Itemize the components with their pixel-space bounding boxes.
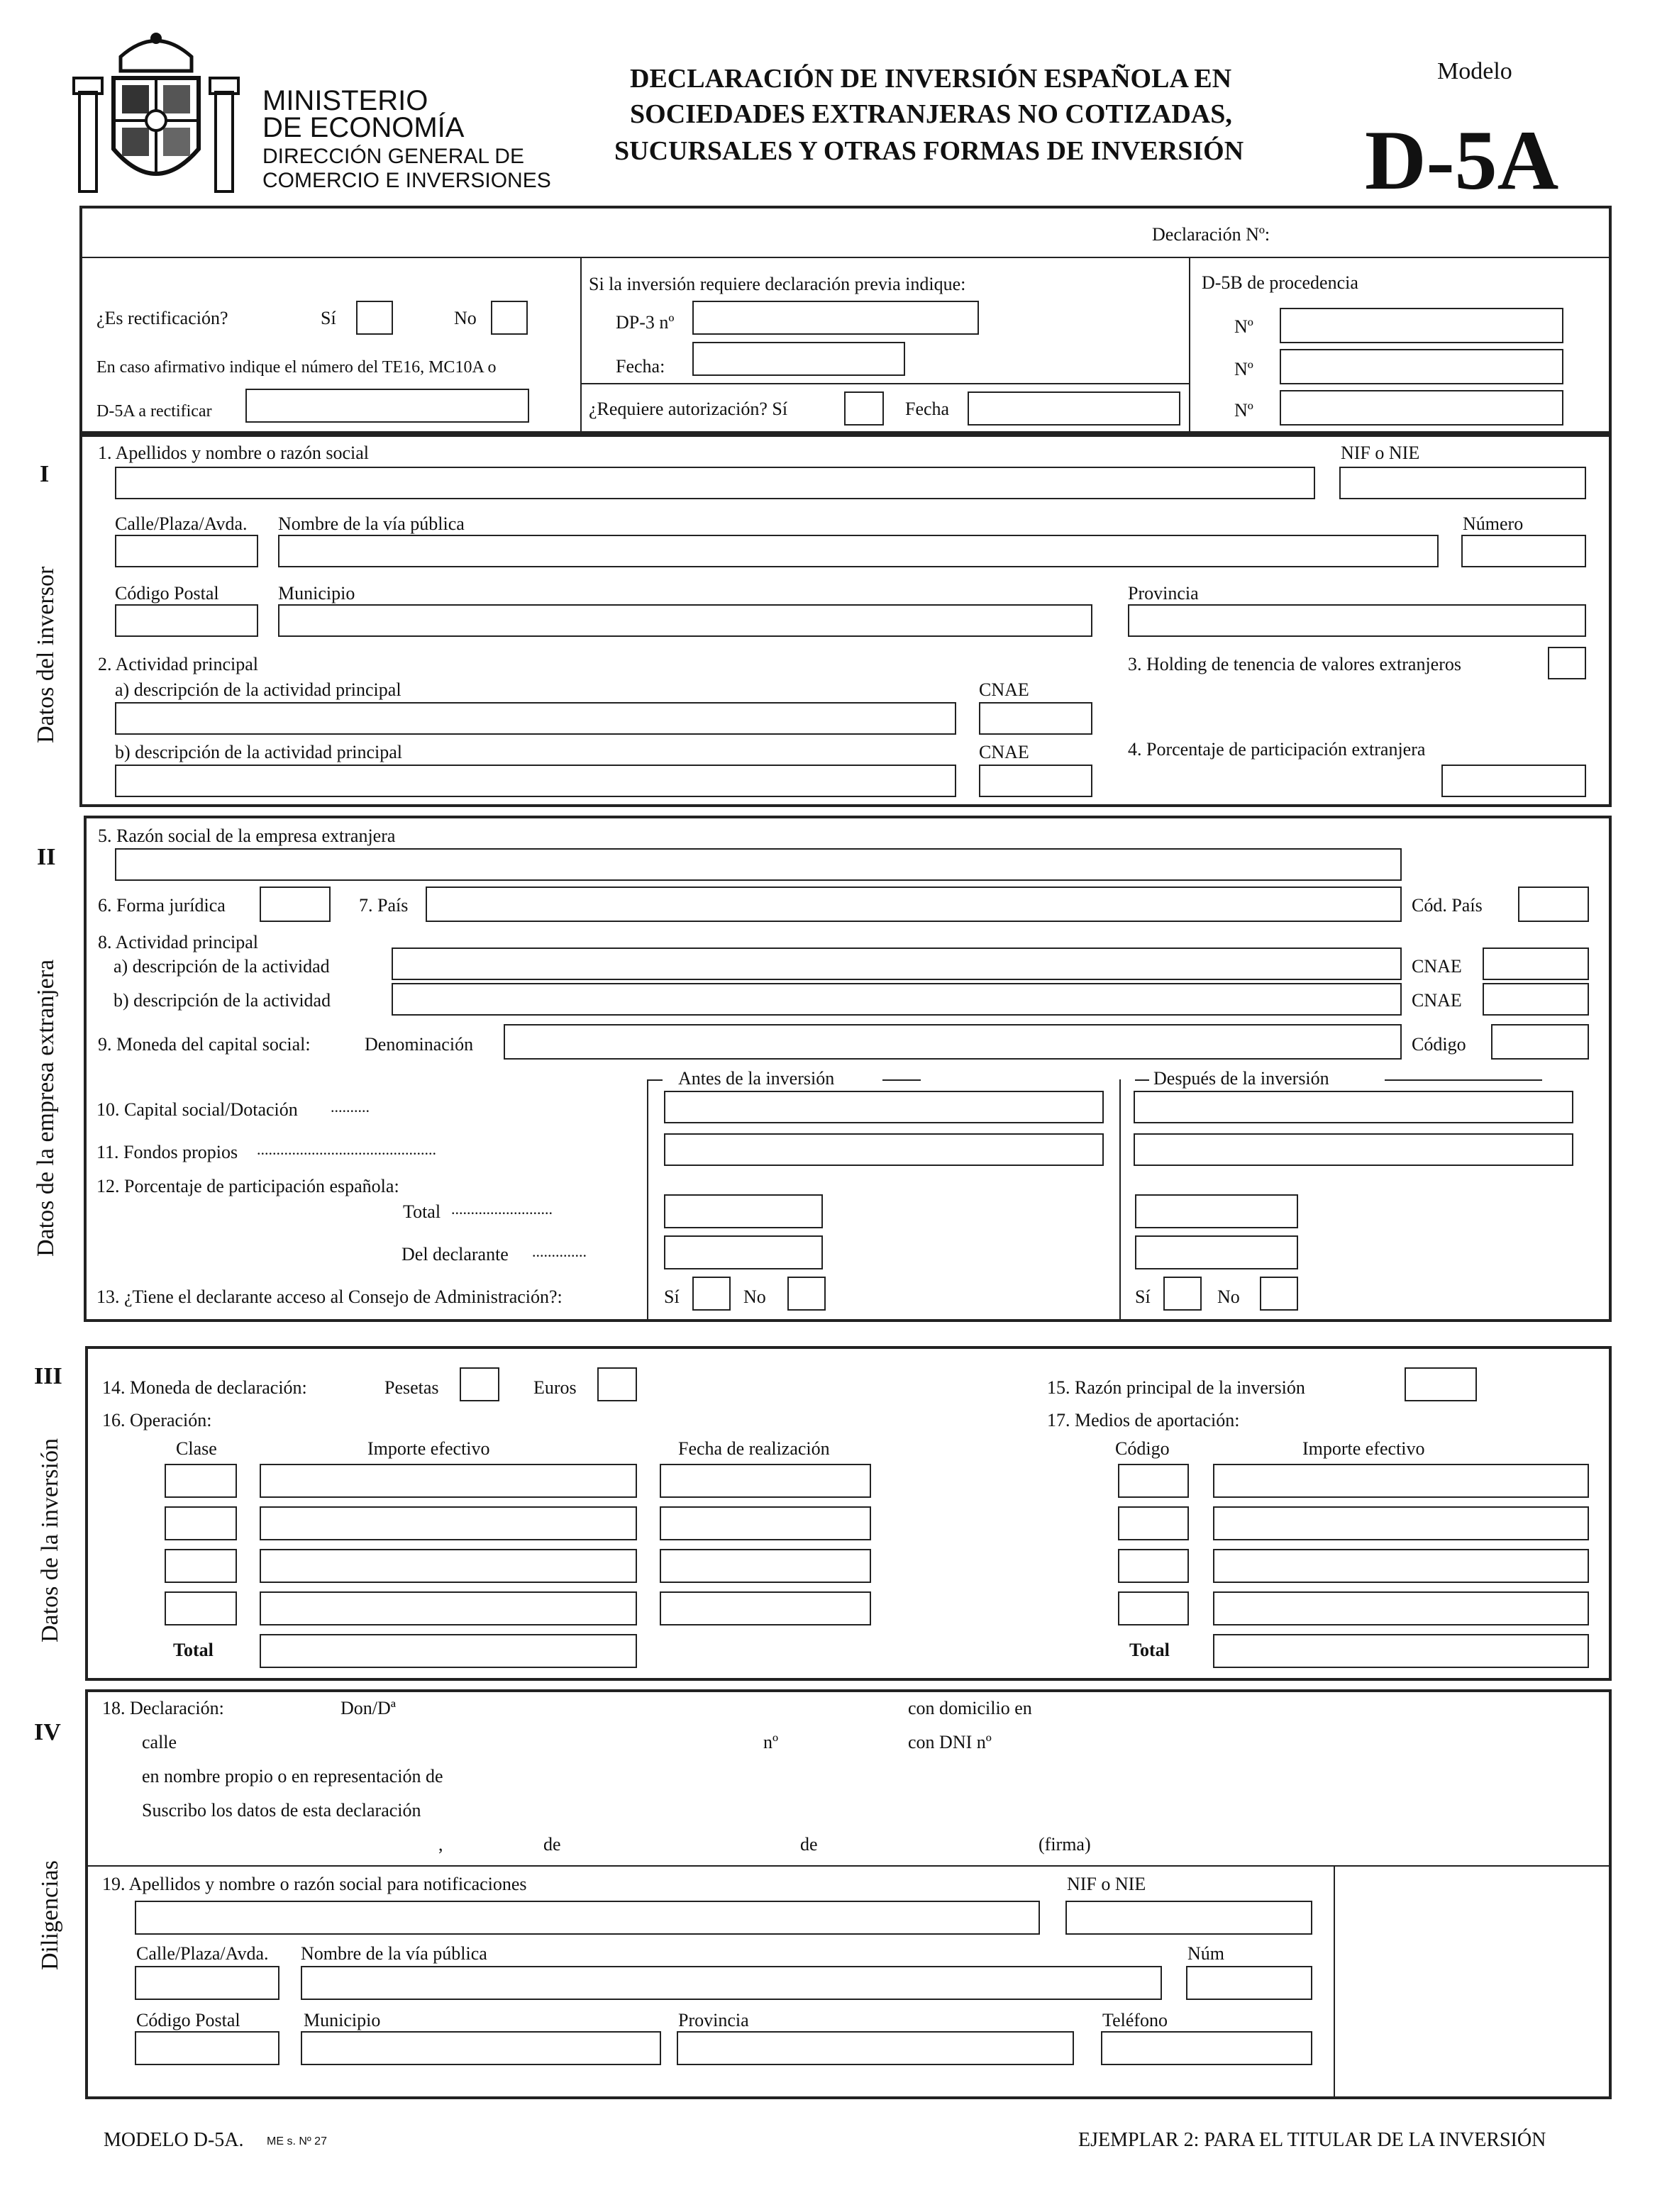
section-1-side-label: Datos del inversor xyxy=(33,566,59,743)
fecha-input-2[interactable] xyxy=(660,1506,871,1540)
capital-despues-input[interactable] xyxy=(1134,1091,1573,1123)
importe17-input-2[interactable] xyxy=(1213,1506,1589,1540)
numero-label: Número xyxy=(1463,513,1524,534)
field-17-label: 17. Medios de aportación: xyxy=(1047,1410,1240,1430)
form-title-line3: SUCURSALES Y OTRAS FORMAS DE INVERSIÓN xyxy=(614,136,1244,166)
cp-input[interactable] xyxy=(115,604,258,637)
dp3-input[interactable] xyxy=(692,301,979,335)
municipio-label: Municipio xyxy=(278,583,355,604)
importe-header: Importe efectivo xyxy=(367,1438,490,1459)
cnae-8a-label: CNAE xyxy=(1412,956,1462,977)
field-8a-input[interactable] xyxy=(392,947,1402,980)
pesetas-label: Pesetas xyxy=(384,1377,439,1398)
total-antes-input[interactable] xyxy=(664,1194,823,1228)
euros-label: Euros xyxy=(533,1377,577,1398)
field-4-input[interactable] xyxy=(1441,765,1586,797)
municipio-19-label: Municipio xyxy=(304,2010,381,2030)
field-16-label: 16. Operación: xyxy=(102,1410,212,1430)
antes-inversion-label: Antes de la inversión xyxy=(678,1068,835,1089)
num-19-input[interactable] xyxy=(1186,1966,1312,2000)
modelo-code: D-5A xyxy=(1365,113,1559,207)
cnae-8b-input[interactable] xyxy=(1483,983,1589,1016)
footer-ejemplar: EJEMPLAR 2: PARA EL TITULAR DE LA INVERSIÓN xyxy=(1078,2129,1546,2151)
d5b-no1-input[interactable] xyxy=(1280,308,1563,343)
field-14-label: 14. Moneda de declaración: xyxy=(102,1377,307,1398)
fecha-input-3[interactable] xyxy=(660,1549,871,1583)
denominacion-input[interactable] xyxy=(504,1024,1402,1060)
cnae-2a-input[interactable] xyxy=(979,702,1092,735)
clase-input-3[interactable] xyxy=(165,1549,237,1583)
d5b-no2-input[interactable] xyxy=(1280,349,1563,384)
total-12-label: Total xyxy=(403,1201,441,1222)
declarante-despues-input[interactable] xyxy=(1135,1235,1298,1269)
rectificacion-no-checkbox[interactable] xyxy=(491,301,528,335)
importe17-input-4[interactable] xyxy=(1213,1591,1589,1625)
fecha-label: Fecha: xyxy=(616,356,665,377)
field-2-label: 2. Actividad principal xyxy=(98,654,259,674)
cp-19-input[interactable] xyxy=(135,2031,279,2065)
fecha-comma: , xyxy=(438,1834,443,1855)
section-4-side-label: Diligencias xyxy=(37,1860,63,1970)
field-8b-label: b) descripción de la actividad xyxy=(113,990,331,1011)
field-4-label: 4. Porcentaje de participación extranjera xyxy=(1128,739,1426,760)
domicilio-label: con domicilio en xyxy=(908,1698,1032,1718)
pesetas-checkbox[interactable] xyxy=(460,1367,499,1401)
don-label: Don/Dª xyxy=(340,1698,396,1718)
total-16-input[interactable] xyxy=(260,1634,637,1668)
modelo-label: Modelo xyxy=(1437,58,1512,84)
caso-afirmativo-text: En caso afirmativo indique el número del TE16, MC10A o xyxy=(96,358,497,377)
calle-19-input[interactable] xyxy=(135,1966,279,2000)
telefono-input[interactable] xyxy=(1101,2031,1312,2065)
field-2a-label: a) descripción de la actividad principal xyxy=(115,679,401,700)
section-2-roman: II xyxy=(37,844,56,870)
fondos-antes-input[interactable] xyxy=(664,1133,1104,1166)
provincia-input[interactable] xyxy=(1128,604,1586,637)
consejo-antes-no-label: No xyxy=(743,1286,766,1307)
cnae-2a-label: CNAE xyxy=(979,679,1029,700)
d5b-no1-label: Nº xyxy=(1234,316,1253,337)
cod-pais-input[interactable] xyxy=(1518,887,1589,922)
nombre-via-input[interactable] xyxy=(278,535,1439,567)
calle-input[interactable] xyxy=(115,535,258,567)
fecha-input[interactable] xyxy=(692,342,905,376)
field-9-label: 9. Moneda del capital social: xyxy=(98,1034,311,1055)
codigo-moneda-input[interactable] xyxy=(1491,1024,1589,1060)
field-6-input[interactable] xyxy=(260,887,331,922)
field-1-label: 1. Apellidos y nombre o razón social xyxy=(98,443,369,463)
requiere-autorizacion-checkbox[interactable] xyxy=(844,391,884,426)
field-2b-label: b) descripción de la actividad principal xyxy=(115,742,403,762)
field-5-label: 5. Razón social de la empresa extranjera xyxy=(98,826,396,846)
section-4-roman: IV xyxy=(34,1719,61,1745)
consejo-antes-si-label: Sí xyxy=(664,1286,680,1307)
importe-17-header: Importe efectivo xyxy=(1302,1438,1425,1459)
footer-modelo: MODELO D-5A. xyxy=(104,2129,244,2151)
codigo-input-4[interactable] xyxy=(1118,1591,1189,1625)
num-19-label: Núm xyxy=(1187,1943,1224,1964)
codigo-input-2[interactable] xyxy=(1118,1506,1189,1540)
municipio-19-input[interactable] xyxy=(301,2031,661,2065)
section-1-roman: I xyxy=(40,461,50,487)
cp-label: Código Postal xyxy=(115,583,219,604)
nif-label: NIF o NIE xyxy=(1341,443,1420,463)
fecha-de-1: de xyxy=(543,1834,561,1855)
consejo-despues-si-checkbox[interactable] xyxy=(1163,1277,1202,1311)
field-15-label: 15. Razón principal de la inversión xyxy=(1047,1377,1305,1398)
fecha-input-4[interactable] xyxy=(660,1591,871,1625)
footer-small-code: ME s. Nº 27 xyxy=(267,2135,327,2147)
field-19-input[interactable] xyxy=(135,1901,1040,1935)
codigo-input-1[interactable] xyxy=(1118,1464,1189,1498)
denominacion-label: Denominación xyxy=(365,1034,474,1055)
field-7-input[interactable] xyxy=(426,887,1402,922)
nombre-via-label: Nombre de la vía pública xyxy=(278,513,465,534)
previa-label: Si la inversión requiere declaración previa indique: xyxy=(589,274,966,294)
field-7-label: 7. País xyxy=(359,895,409,916)
form-title-line1: DECLARACIÓN DE INVERSIÓN ESPAÑOLA EN xyxy=(630,64,1232,94)
nif-input[interactable] xyxy=(1339,467,1586,499)
form-title-line2: SOCIEDADES EXTRANJERAS NO COTIZADAS, xyxy=(630,99,1232,129)
importe-input-3[interactable] xyxy=(260,1549,637,1583)
field-8b-input[interactable] xyxy=(392,983,1402,1016)
consejo-antes-no-checkbox[interactable] xyxy=(787,1277,826,1311)
field-19-label: 19. Apellidos y nombre o razón social para notificaciones xyxy=(102,1874,527,1894)
municipio-input[interactable] xyxy=(278,604,1092,637)
nif-19-label: NIF o NIE xyxy=(1067,1874,1146,1894)
rectificacion-si-checkbox[interactable] xyxy=(356,301,393,335)
d5b-no2-label: Nº xyxy=(1234,359,1253,379)
del-declarante-label: Del declarante xyxy=(401,1244,509,1265)
cnae-8b-label: CNAE xyxy=(1412,990,1462,1011)
provincia-label: Provincia xyxy=(1128,583,1199,604)
fecha-autorizacion-label: Fecha xyxy=(905,399,950,419)
provincia-19-label: Provincia xyxy=(678,2010,749,2030)
fecha-input-1[interactable] xyxy=(660,1464,871,1498)
clase-input-1[interactable] xyxy=(165,1464,237,1498)
field-2b-input[interactable] xyxy=(115,765,956,797)
d5b-no3-label: Nº xyxy=(1234,400,1253,421)
importe-input-1[interactable] xyxy=(260,1464,637,1498)
codigo-input-3[interactable] xyxy=(1118,1549,1189,1583)
section-3-side-label: Datos de la inversión xyxy=(37,1438,63,1643)
d5a-rectificar-input[interactable] xyxy=(245,389,529,423)
dp3-label: DP-3 nº xyxy=(616,312,675,333)
field-15-input[interactable] xyxy=(1405,1367,1477,1401)
field-8a-label: a) descripción de la actividad xyxy=(113,956,330,977)
clase-input-4[interactable] xyxy=(165,1591,237,1625)
importe17-input-3[interactable] xyxy=(1213,1549,1589,1583)
cnae-2b-input[interactable] xyxy=(979,765,1092,797)
nombre-via-19-input[interactable] xyxy=(301,1966,1162,2000)
field-5-input[interactable] xyxy=(115,848,1402,881)
field-3-checkbox[interactable] xyxy=(1548,647,1586,679)
suscribo-label: Suscribo los datos de esta declaración xyxy=(142,1800,421,1821)
consejo-antes-si-checkbox[interactable] xyxy=(692,1277,731,1311)
fecha-de-2: de xyxy=(800,1834,818,1855)
field-12-label: 12. Porcentaje de participación española: xyxy=(96,1176,399,1196)
importe-input-2[interactable] xyxy=(260,1506,637,1540)
total-16-label: Total xyxy=(173,1640,214,1660)
total-17-input[interactable] xyxy=(1213,1634,1589,1668)
rectificacion-si-label: Sí xyxy=(321,308,336,328)
section-2-side-label: Datos de la empresa extranjera xyxy=(33,959,59,1257)
clase-header: Clase xyxy=(176,1438,217,1459)
telefono-label: Teléfono xyxy=(1102,2010,1168,2030)
nif-19-input[interactable] xyxy=(1065,1901,1312,1935)
declarante-antes-input[interactable] xyxy=(664,1235,823,1269)
fondos-despues-input[interactable] xyxy=(1134,1133,1573,1166)
dni-label: con DNI nº xyxy=(908,1732,992,1752)
calle-label: Calle/Plaza/Avda. xyxy=(115,513,248,534)
consejo-despues-no-checkbox[interactable] xyxy=(1260,1277,1298,1311)
cnae-8a-input[interactable] xyxy=(1483,947,1589,980)
firma-label: (firma) xyxy=(1039,1834,1091,1855)
field-18-label: 18. Declaración: xyxy=(102,1698,224,1718)
requiere-autorizacion-label: ¿Requiere autorización? Sí xyxy=(589,399,788,419)
importe-input-4[interactable] xyxy=(260,1591,637,1625)
direction-line2: COMERCIO E INVERSIONES xyxy=(262,169,551,192)
field-1-input[interactable] xyxy=(115,467,1315,499)
d5a-rectificar-label: D-5A a rectificar xyxy=(96,402,212,421)
section-3-roman: III xyxy=(34,1363,62,1389)
fecha-autorizacion-input[interactable] xyxy=(968,391,1180,426)
total-17-label: Total xyxy=(1129,1640,1170,1660)
field-2a-input[interactable] xyxy=(115,702,956,735)
nombre-propio-label: en nombre propio o en representación de xyxy=(142,1766,443,1786)
ministry-name-line2: DE ECONOMÍA xyxy=(262,112,465,143)
direction-line1: DIRECCIÓN GENERAL DE xyxy=(262,145,524,168)
provincia-19-input[interactable] xyxy=(677,2031,1074,2065)
field-10-label: 10. Capital social/Dotación xyxy=(96,1099,298,1120)
nombre-via-19-label: Nombre de la vía pública xyxy=(301,1943,487,1964)
rectificacion-question: ¿Es rectificación? xyxy=(96,308,228,328)
capital-antes-input[interactable] xyxy=(664,1091,1104,1123)
field-6-label: 6. Forma jurídica xyxy=(98,895,226,916)
ministry-name-line1: MINISTERIO xyxy=(262,85,428,116)
importe17-input-1[interactable] xyxy=(1213,1464,1589,1498)
calle-19-label: Calle/Plaza/Avda. xyxy=(136,1943,269,1964)
fecha-realizacion-header: Fecha de realización xyxy=(678,1438,830,1459)
despues-inversion-label: Después de la inversión xyxy=(1153,1068,1329,1089)
codigo-moneda-label: Código xyxy=(1412,1034,1466,1055)
field-13-label: 13. ¿Tiene el declarante acceso al Consejo de Administración?: xyxy=(96,1286,563,1307)
consejo-despues-no-label: No xyxy=(1217,1286,1240,1307)
d5b-label: D-5B de procedencia xyxy=(1202,272,1358,293)
codigo-header: Código xyxy=(1115,1438,1170,1459)
numero-input[interactable] xyxy=(1461,535,1586,567)
consejo-despues-si-label: Sí xyxy=(1135,1286,1151,1307)
d5b-no3-input[interactable] xyxy=(1280,390,1563,426)
cnae-2b-label: CNAE xyxy=(979,742,1029,762)
field-3-label: 3. Holding de tenencia de valores extranjeros xyxy=(1128,654,1461,674)
rectificacion-no-label: No xyxy=(454,308,477,328)
numero-decl-label: nº xyxy=(763,1732,779,1752)
field-8-label: 8. Actividad principal xyxy=(98,932,259,952)
declaracion-no-label: Declaración Nº: xyxy=(1152,224,1270,245)
cp-19-label: Código Postal xyxy=(136,2010,240,2030)
coat-of-arms-icon xyxy=(71,28,241,199)
total-despues-input[interactable] xyxy=(1135,1194,1298,1228)
euros-checkbox[interactable] xyxy=(597,1367,637,1401)
calle-decl-label: calle xyxy=(142,1732,177,1752)
clase-input-2[interactable] xyxy=(165,1506,237,1540)
field-11-label: 11. Fondos propios xyxy=(96,1142,238,1162)
cod-pais-label: Cód. País xyxy=(1412,895,1483,916)
